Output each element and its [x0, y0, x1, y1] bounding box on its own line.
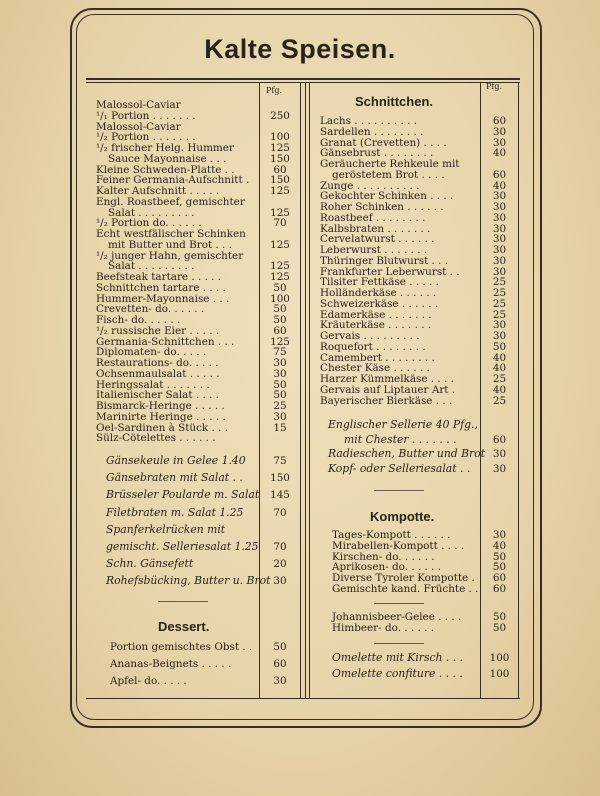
omelette-item-text: Omelette mit Kirsch . . .	[332, 651, 464, 664]
left-menu-item-text: Kalter Aufschnitt . . . . .	[96, 185, 220, 197]
schnittchen-item-text: Gervais . . . . . . . . .	[320, 330, 420, 342]
kompotte-heading: Kompotte.	[370, 509, 435, 524]
left-menu-item-text: Echt westfälischer Schinken	[96, 228, 246, 240]
left-menu-item-text: Sülz-Cötelettes . . . . . .	[96, 432, 216, 445]
left-menu-item-price: 125	[270, 142, 290, 154]
schnittchen-item-text: Roquefort . . . . . . . .	[320, 340, 426, 353]
schnittchen-item-price: 40	[492, 362, 507, 375]
center-divider-b	[309, 82, 310, 698]
left-menu-item-text: Restaurations- do. . . . .	[96, 357, 219, 369]
left-menu-item-text: Beefsteak tartare . . . . .	[96, 271, 222, 283]
schnittchen-item-price: 40	[492, 351, 507, 364]
right-section-separator	[374, 490, 424, 491]
schnittchen-item-text: Leberwurst . . . . . . .	[320, 244, 428, 256]
left-menu-item-text: Salat . . . . . . . . .	[108, 206, 195, 219]
left-menu-item-price: 75	[273, 346, 287, 359]
gelee-separator	[374, 643, 424, 644]
kompotte-item-text: Aprikosen- do. . . . . .	[332, 561, 442, 574]
left-pfg-label: Pfg.	[266, 86, 283, 95]
omelette-item-price: 100	[489, 652, 510, 664]
left-special-item-price: 20	[273, 558, 287, 571]
dessert-item-price: 60	[273, 658, 287, 670]
left-menu-item-price: 125	[270, 260, 290, 273]
schnittchen-item-text: Gervais auf Liptauer Art .	[320, 383, 456, 396]
left-menu-item-price: 125	[270, 185, 290, 197]
schnittchen-item-text: Frankfurter Leberwurst . .	[320, 265, 460, 278]
left-menu-item-price: 50	[273, 314, 287, 326]
schnittchen-item-price: 40	[492, 383, 507, 396]
schnittchen-item-text: geröstetem Brot . . . .	[332, 168, 445, 181]
schnittchen-item-text: Granat (Crevetten) . . . .	[320, 136, 447, 149]
left-menu-item-text: ¹/₂ Portion do. . . . . .	[96, 217, 202, 230]
left-menu-item-text: Heringssalat . . . . . . .	[96, 378, 210, 391]
left-menu-item-text: Italienischer Salat . . . .	[96, 389, 219, 402]
right-special-item-price: 30	[492, 462, 507, 475]
left-price-rule-b	[300, 82, 301, 698]
page-title: Kalte Speisen.	[204, 34, 396, 64]
schnittchen-item-text: Sardellen . . . . . . . .	[320, 125, 424, 138]
schnittchen-item-text: Thüringer Blutwurst . . .	[320, 254, 449, 267]
schnittchen-item-text: Harzer Kümmelkäse . . . .	[320, 373, 454, 385]
left-menu-item-text: Sauce Mayonnaise . . .	[108, 152, 227, 165]
dessert-heading: Dessert.	[158, 619, 210, 634]
left-menu-item-price: 60	[273, 163, 287, 176]
kompotte-item-text: Tages-Kompott . . . . . .	[332, 529, 451, 541]
schnittchen-item-text: Chester Käse . . . . . .	[320, 362, 430, 375]
schnittchen-item-price: 30	[492, 233, 507, 246]
schnittchen-item-text: Zunge . . . . . . . . . .	[320, 179, 420, 192]
left-menu-item-text: Kleine Schweden-Platte . .	[96, 163, 235, 176]
left-menu-item-text: Malossol-Caviar	[96, 99, 181, 111]
bottom-rule	[86, 698, 520, 699]
left-special-item-text: Schn. Gänsefett	[106, 557, 194, 571]
schnittchen-item-text: Roastbeef . . . . . . . .	[320, 211, 426, 224]
schnittchen-item-text: Lachs . . . . . . . . . .	[320, 115, 417, 127]
left-menu-item-price: 150	[270, 174, 290, 187]
left-special-item-text: Brüsseler Poularde m. Salat	[106, 488, 260, 502]
left-menu-item-price: 50	[273, 389, 287, 402]
schnittchen-item-price: 30	[492, 265, 507, 278]
left-menu-item-price: 60	[273, 324, 287, 337]
left-menu-item-price: 50	[273, 303, 287, 316]
left-special-item-price: 70	[273, 506, 287, 519]
schnittchen-item-text: Schweizerkäse . . . . . .	[320, 297, 439, 310]
left-menu-item-price: 125	[270, 238, 290, 251]
left-menu-item-price: 70	[273, 217, 287, 230]
schnittchen-item-price: 30	[492, 125, 507, 138]
right-special-item-text: Radieschen, Butter und Brot	[328, 447, 486, 460]
title-rule-top	[86, 78, 520, 80]
schnittchen-item-text: Tilsiter Fettkäse . . . . .	[320, 276, 439, 289]
omelette-item-text: Omelette confiture . . . .	[332, 667, 463, 680]
right-special-item-text: Kopf- oder Selleriesalat . .	[328, 461, 471, 475]
schnittchen-item-text: Camembert . . . . . . . .	[320, 351, 435, 364]
left-menu-item-text: Diplomaten- do. . . . .	[96, 346, 207, 359]
left-menu-item-price: 30	[273, 410, 287, 423]
kompotte-item-price: 40	[492, 539, 507, 552]
left-menu-item-price: 125	[270, 271, 290, 283]
schnittchen-item-text: Bayerischer Bierkäse . . .	[320, 394, 453, 407]
left-special-item-text: Rohefsbücking, Butter u. Brot	[106, 574, 271, 588]
left-menu-item-text: ¹/₂ russische Eier . . . . .	[96, 324, 220, 337]
left-menu-item-price: 30	[273, 367, 287, 380]
center-divider-a	[305, 82, 306, 698]
dessert-item-price: 50	[273, 641, 287, 653]
schnittchen-item-price: 50	[492, 340, 507, 353]
left-menu-item-price: 150	[270, 152, 290, 165]
kompotte-item-text: Kirschen- do. . . . . .	[332, 550, 435, 563]
left-menu-item-price: 125	[270, 335, 290, 348]
schnittchen-item-text: Kalbsbraten . . . . . . .	[320, 222, 431, 235]
schnittchen-item-text: Kräuterkäse . . . . . . .	[320, 319, 432, 332]
left-menu-item-text: Oel-Sardinen à Stück . . .	[96, 421, 229, 434]
gelee-item-price: 50	[492, 611, 507, 623]
schnittchen-item-price: 30	[492, 319, 507, 332]
left-menu-item-text: Bismarck-Heringe . . . . .	[96, 400, 225, 412]
kompotte-item-price: 50	[492, 550, 507, 563]
left-menu-item-text: Crevetten- do. . . . . .	[96, 303, 205, 316]
left-special-item-price: 145	[270, 489, 290, 502]
schnittchen-item-price: 25	[492, 276, 507, 289]
left-menu-item-text: Salat . . . . . . . . .	[108, 260, 195, 273]
left-special-item-price: 30	[273, 575, 287, 588]
left-menu-item-text: Schnittchen tartare . . . .	[96, 281, 226, 294]
kompotte-item-price: 50	[492, 561, 507, 574]
left-menu-item-price: 250	[270, 109, 290, 122]
left-menu-item-price: 25	[273, 400, 287, 412]
right-special-item-price: 30	[492, 448, 507, 460]
kompotte-separator	[374, 603, 424, 604]
left-special-item-price: 75	[273, 455, 287, 467]
left-special-item-text: Spanferkelrücken mit	[106, 522, 226, 536]
kompotte-item-price: 60	[492, 583, 507, 595]
schnittchen-item-price: 25	[492, 394, 507, 407]
left-menu-item-text: mit Butter und Brot . . .	[108, 238, 232, 251]
left-menu-item-price: 30	[273, 357, 287, 369]
left-menu-item-text: Germania-Schnittchen . . .	[96, 335, 235, 348]
schnittchen-item-price: 40	[492, 147, 507, 160]
left-menu-item-text: ¹/₂ Portion . . . . . . .	[96, 131, 196, 144]
schnittchen-item-price: 30	[492, 244, 507, 256]
schnittchen-item-text: Gänsebrust . . . . . . . .	[320, 147, 434, 160]
left-menu-item-text: Feiner Germania-Aufschnitt .	[96, 174, 250, 187]
schnittchen-item-price: 60	[492, 168, 507, 181]
right-special-item-text: Englischer Sellerie 40 Pfg.,	[328, 418, 478, 431]
left-menu-item-text: ¹/₁ Portion . . . . . . .	[96, 109, 196, 122]
left-special-item-text: gemischt. Selleriesalat 1.25	[106, 540, 259, 553]
left-menu-item-text: Hummer-Mayonnaise . . .	[96, 292, 230, 305]
schnittchen-item-price: 30	[492, 136, 507, 149]
dessert-item-text: Portion gemischtes Obst . .	[110, 641, 253, 653]
left-menu-item-text: ¹/₂ frischer Helg. Hummer	[96, 142, 234, 154]
dessert-item-price: 30	[273, 675, 287, 687]
schnittchen-item-text: Geräucherte Rehkeule mit	[320, 158, 460, 170]
schnittchen-item-price: 30	[492, 190, 507, 203]
kompotte-item-price: 60	[492, 572, 507, 585]
schnittchen-item-text: Cervelatwurst . . . . . .	[320, 233, 435, 246]
kompotte-item-price: 30	[492, 529, 507, 541]
schnittchen-item-text: Holländerkäse . . . . . .	[320, 287, 437, 299]
schnittchen-heading: Schnittchen.	[355, 94, 434, 109]
schnittchen-item-text: Edamerkäse . . . . . . .	[320, 308, 432, 321]
dessert-item-text: Apfel- do. . . . .	[110, 675, 187, 687]
left-special-item-text: Gänsekeule in Gelee 1.40	[106, 454, 246, 467]
schnittchen-item-price: 25	[492, 373, 507, 385]
right-special-item-text: mit Chester . . . . . . .	[344, 432, 457, 446]
left-special-item-price: 150	[270, 472, 290, 485]
schnittchen-item-price: 25	[492, 287, 507, 299]
left-menu-item-price: 50	[273, 378, 287, 391]
left-special-item-text: Gänsebraten mit Salat . .	[106, 471, 243, 485]
left-menu-item-text: ¹/₂ junger Hahn, gemischter	[96, 249, 244, 262]
kompotte-item-text: Gemischte kand. Früchte . .	[332, 583, 479, 595]
schnittchen-item-price: 40	[492, 179, 507, 192]
right-special-item-price: 60	[492, 433, 507, 446]
schnittchen-item-text: Roher Schinken . . . . . .	[320, 201, 444, 213]
schnittchen-item-price: 25	[492, 308, 507, 321]
gelee-item-text: Himbeer- do. . . . . .	[332, 622, 435, 634]
schnittchen-item-text: Gekochter Schinken . . . .	[320, 190, 454, 203]
left-menu-item-price: 125	[270, 206, 290, 219]
schnittchen-item-price: 30	[492, 222, 507, 235]
left-menu-item-text: Ochsenmaulsalat . . . . .	[96, 367, 220, 380]
schnittchen-item-price: 30	[492, 211, 507, 224]
schnittchen-item-price: 60	[492, 115, 507, 127]
left-menu-item-text: Fisch- do. . . . . .	[96, 314, 181, 326]
left-menu-item-price: 100	[270, 292, 290, 305]
left-menu-item-price: 15	[273, 421, 287, 434]
left-special-item-price: 70	[273, 541, 287, 553]
omelette-item-price: 100	[489, 668, 510, 680]
left-section-separator	[158, 601, 208, 602]
gelee-item-price: 50	[492, 622, 507, 634]
right-price-rule-b	[518, 82, 519, 698]
schnittchen-item-price: 30	[492, 254, 507, 267]
schnittchen-item-price: 25	[492, 297, 507, 310]
title-rule-bottom	[86, 82, 520, 83]
left-menu-item-price: 50	[273, 281, 287, 294]
schnittchen-item-price: 30	[492, 330, 507, 342]
left-menu-item-text: Engl. Roastbeef, gemischter	[96, 195, 245, 208]
gelee-item-text: Johannisbeer-Gelee . . . .	[332, 611, 462, 623]
dessert-item-text: Ananas-Beignets . . . . .	[110, 658, 232, 670]
right-pfg-label: Pfg.	[486, 82, 503, 91]
kompotte-item-text: Diverse Tyroler Kompotte .	[332, 572, 475, 585]
left-menu-item-text: Marinirte Heringe . . . . .	[96, 410, 226, 423]
left-special-item-text: Filetbraten m. Salat 1.25	[106, 505, 244, 519]
kompotte-item-text: Mirabellen-Kompott . . . .	[332, 539, 465, 552]
left-menu-item-price: 100	[270, 131, 290, 144]
schnittchen-item-price: 30	[492, 201, 507, 213]
left-menu-item-text: Malossol-Caviar	[96, 120, 181, 133]
